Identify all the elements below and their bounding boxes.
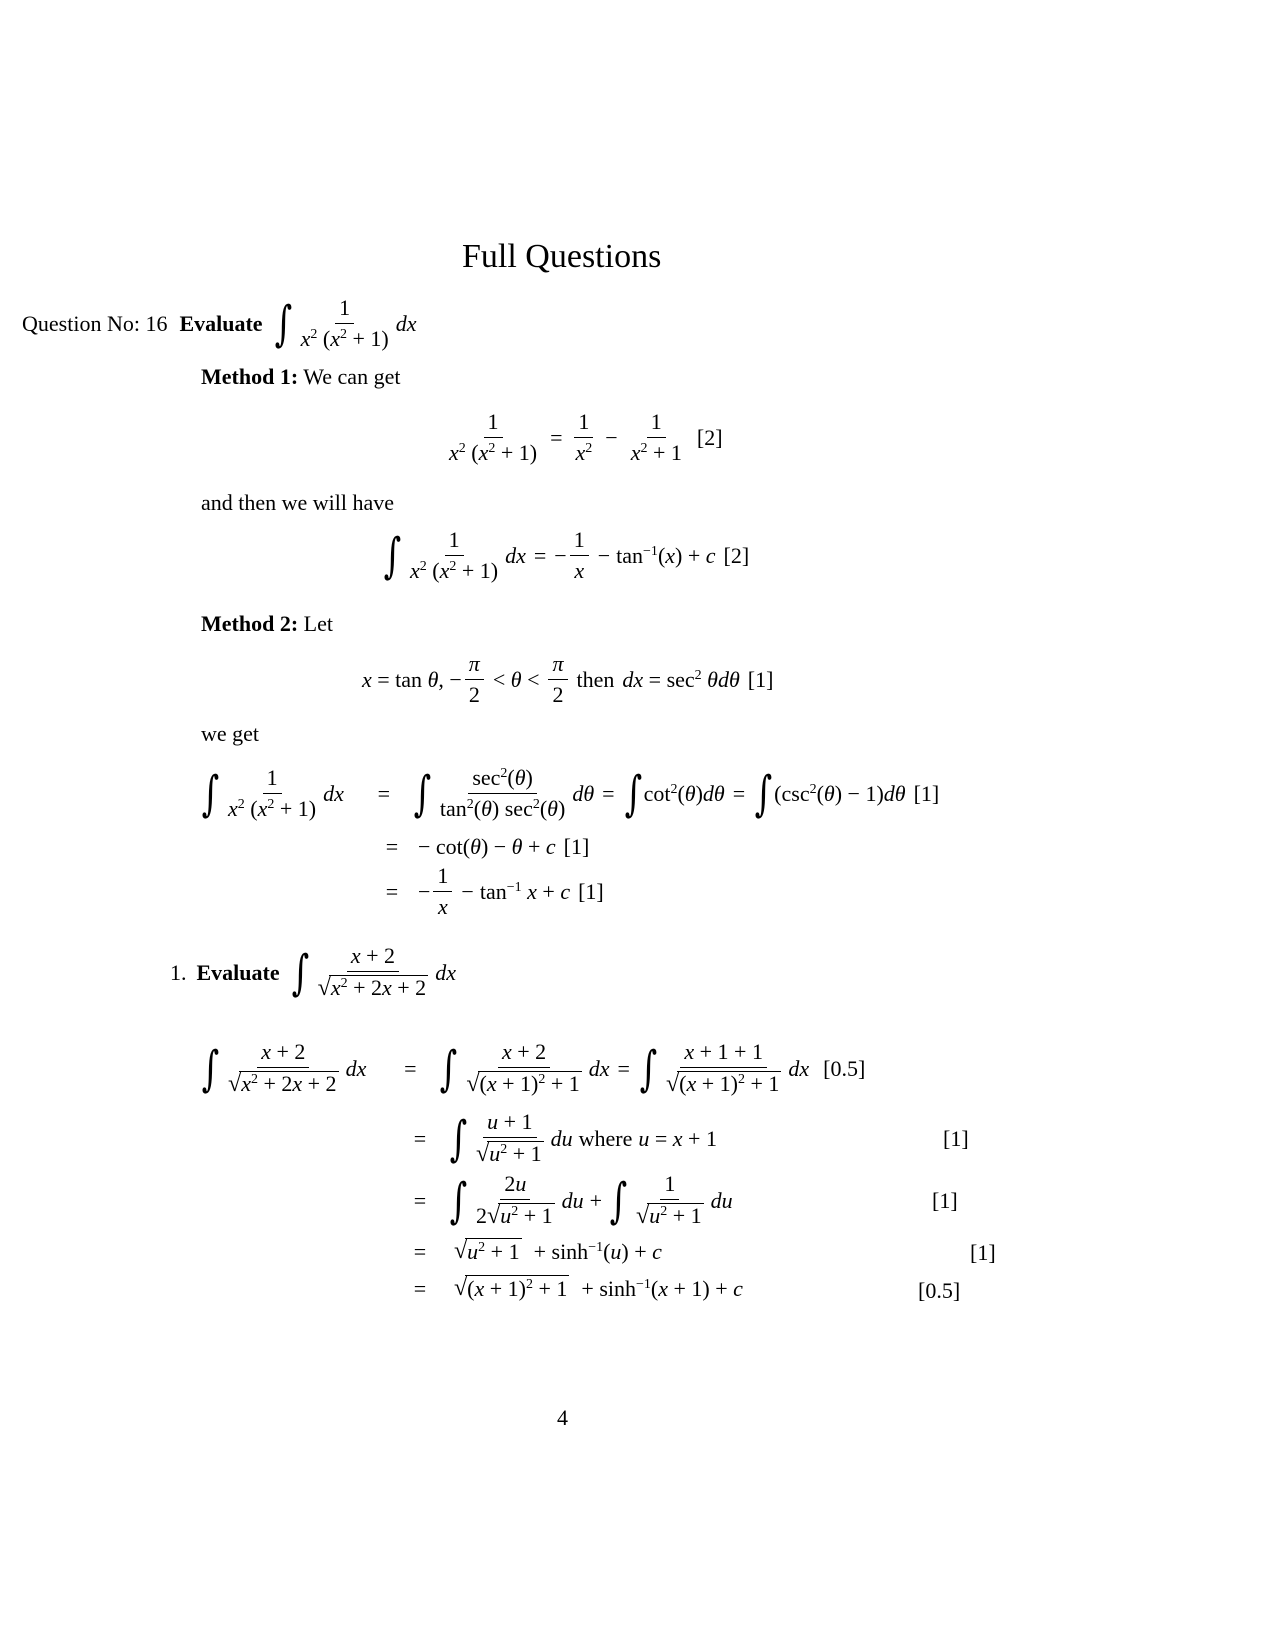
question-16-integral: ∫ $\frac{1}{x^2 (x^2 + 1)}$ dx <box>274 295 417 352</box>
q1-derivation-line-2: = ∫ $\frac{u + 1}{√u^2 + 1}$ du where u = x + 1 <box>413 1109 717 1168</box>
method-2-label: Method 2: <box>201 611 299 636</box>
mark-derivation-line-2: [1] <box>563 834 590 859</box>
mark-q1-line-3: [1] <box>932 1188 958 1213</box>
question-1-evaluate: Evaluate <box>196 959 280 985</box>
mark-derivation-line-3: [1] <box>578 878 604 904</box>
method-1-text: We can get <box>303 364 401 389</box>
mark-integral-result: [2] <box>723 542 750 568</box>
where-text: where <box>578 1125 633 1151</box>
question-1-header <box>170 944 456 1002</box>
question-1-integral: ∫ $\frac{x + 2}{√x^2 + 2x + 2}$ dx <box>291 943 456 1002</box>
method-1-label: Method 1: <box>201 364 299 389</box>
partial-fraction-equation: $\frac{1}{x^2 (x^2 + 1)}$ = $\frac{1}{x^2}$ − $\frac{1}{x^2 + 1}$ [2] <box>449 409 723 466</box>
derivation-line-1: ∫ $\frac{1}{x^2 (x^2 + 1)}$ dx = ∫ $\frac{\sec^2(\theta)}{\tan^2(\theta) \sec^2(\theta)}$ dθ = ∫ $\cot^2(\theta)d\theta$ = ∫ $(\csc^2(\theta) - 1)d\theta$ [1] <box>201 765 940 822</box>
q1-derivation-line-3: = ∫ $\frac{2u}{2√u^2 + 1}$ du + ∫ $\frac{1}{√u^2 + 1}$ du <box>413 1171 733 1230</box>
question-16-label: Question No: 16 <box>22 310 168 336</box>
mark-partial-fractions: [2] <box>696 424 723 450</box>
question-16-evaluate: Evaluate <box>179 310 263 336</box>
q1-derivation-line-4: = √ $u^2 + 1$ + $\sinh^{-1}(u) + c$ <box>413 1238 662 1264</box>
mark-q1-line-2: [1] <box>943 1126 969 1151</box>
q1-derivation-line-5: = √ $(x + 1)^2 + 1$ + $\sinh^{-1}(x + 1) + c$ <box>413 1275 743 1301</box>
question-16-header <box>22 296 416 351</box>
q1-derivation-line-1: ∫ $\frac{x + 2}{√x^2 + 2x + 2}$ dx = ∫ $\frac{x + 2}{√(x + 1)^2 + 1}$ dx = ∫ $\frac{x + 1 + 1}{√(x + 1)^2 + 1}$ dx [0.5] <box>201 1039 866 1098</box>
substitution-equation: x = tan θ, − $\frac{\pi}{2}$ < θ < $\frac{\pi}{2}$ then dx = $\sec^2 \theta d\theta$ [1] <box>362 651 774 708</box>
method-2-text: Let <box>303 611 333 636</box>
question-1-label: 1. <box>170 959 187 985</box>
derivation-line-3: = − $\frac{1}{x}$ − $\tan^{-1} x + c$ [1] <box>385 863 604 920</box>
derivation-line-2: = − cot(θ) − θ + c [1] <box>385 834 590 859</box>
mark-q1-line-4: [1] <box>970 1240 996 1265</box>
method-1-line <box>201 364 400 390</box>
page-number: 4 <box>557 1405 568 1430</box>
and-then-text: and then we will have <box>201 490 395 515</box>
method-2-line <box>201 611 333 637</box>
page-title: Full Questions <box>462 238 662 275</box>
integral-result-equation: ∫ $\frac{1}{x^2 (x^2 + 1)}$ dx = − $\frac{1}{x}$ − $\tan^{-1}(x) + c$ [2] <box>383 527 750 584</box>
then-text: then <box>576 666 615 692</box>
mark-substitution: [1] <box>747 666 774 692</box>
mark-derivation-line-1: [1] <box>913 780 940 806</box>
we-get-text: we get <box>201 721 260 746</box>
mark-q1-line-1: [0.5] <box>823 1055 866 1081</box>
mark-q1-line-5: [0.5] <box>918 1278 961 1303</box>
